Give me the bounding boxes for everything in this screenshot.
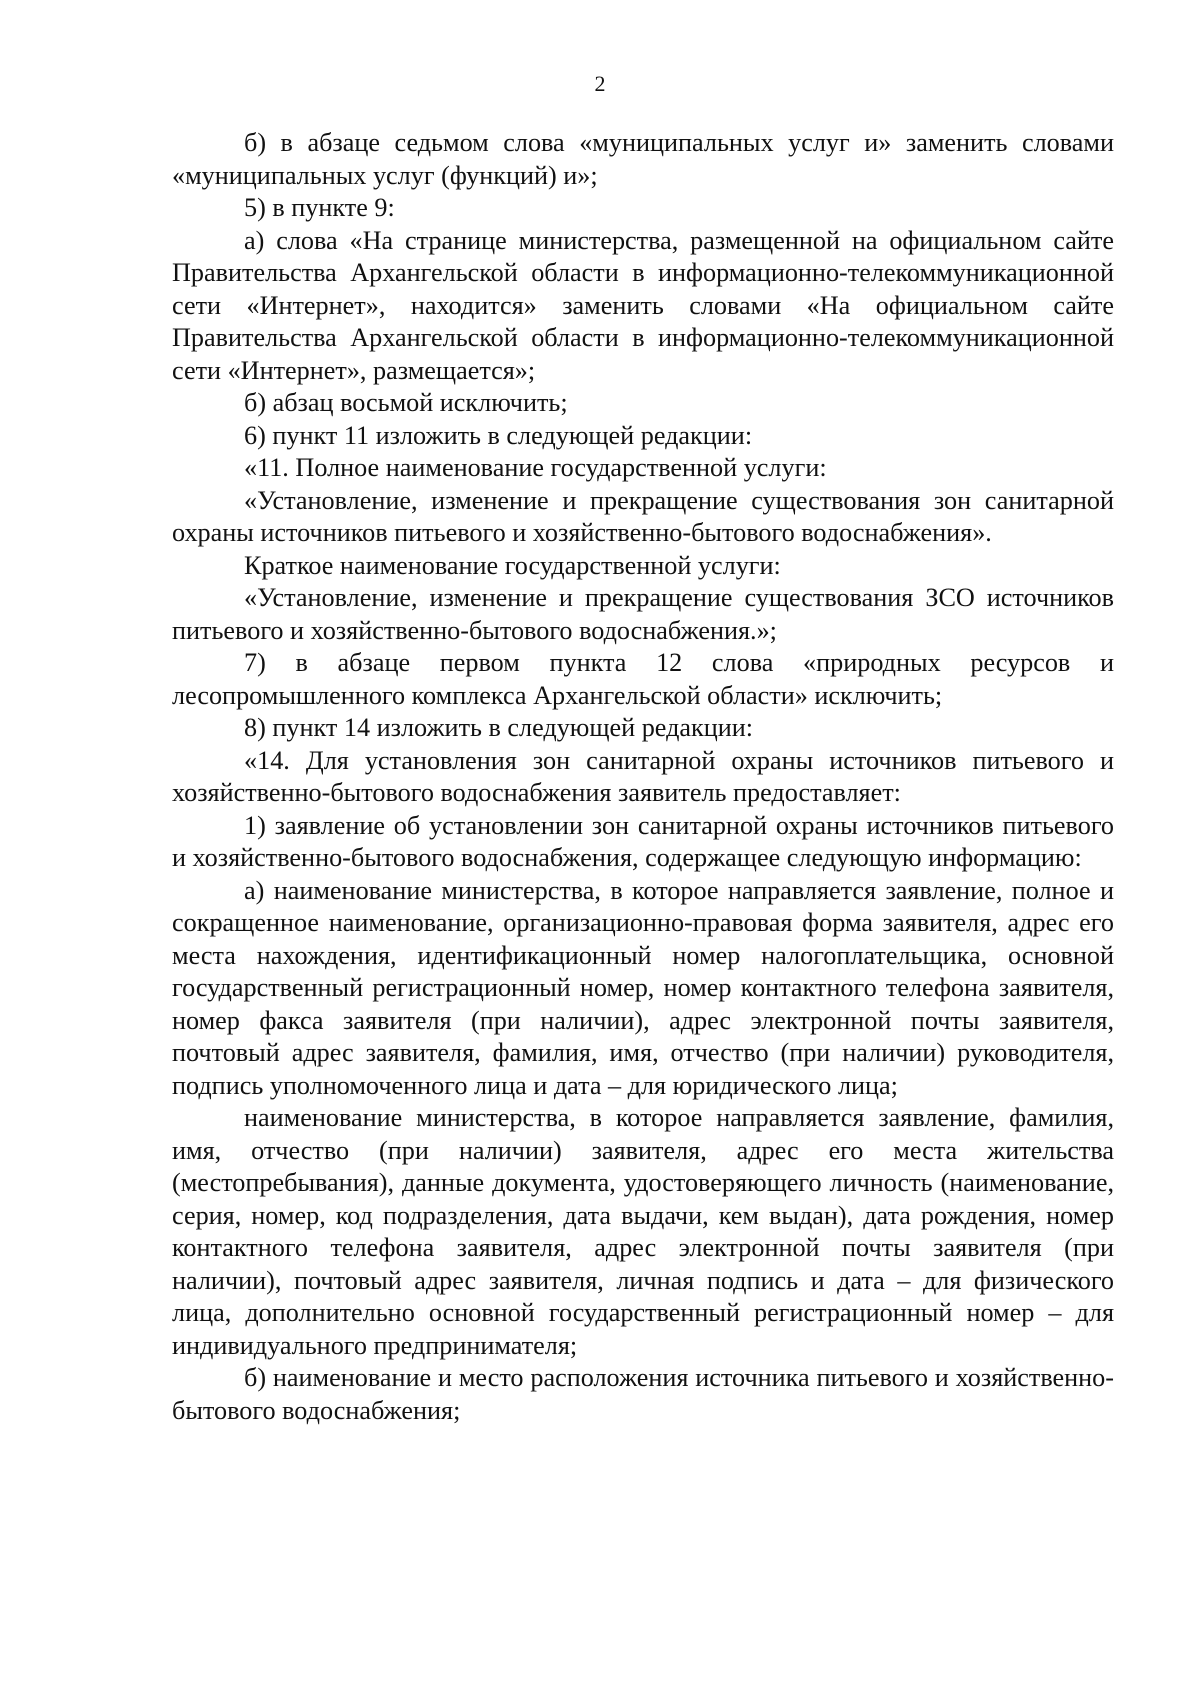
paragraph: 8) пункт 14 изложить в следующей редакции: xyxy=(244,713,754,742)
paragraph: 7) в абзаце первом пункта 12 слова «природных ресурсов и лесопромышленного комплекса Архангельской области» исключить; xyxy=(172,648,1114,710)
paragraph: 5) в пункте 9: xyxy=(244,193,395,222)
paragraph: б) наименование и место расположения источника питьевого и хозяйственно-бытового водоснабжения; xyxy=(172,1363,1114,1425)
paragraph: «14. Для установления зон санитарной охраны источников питьевого и хозяйственно-бытового водоснабжения заявитель предоставляет: xyxy=(172,745,1114,807)
paragraph: «11. Полное наименование государственной услуги: xyxy=(244,453,827,482)
paragraph: а) слова «На странице министерства, размещенной на официальном сайте Правительства Архангельской области в информационно-телекоммуникационной сети «Интернет», находится» заменить словами «На официальном сайте Правительства Архангельской области в информационно-телекоммуникационной сети «Интернет», размещается»; xyxy=(172,225,1114,385)
paragraph: а) наименование министерства, в которое направляется заявление, полное и сокращенное наименование, организационно-правовая форма заявителя, адрес его места нахождения, идентификационный номер налогоплательщика, основной государственный регистрационный номер, номер контактного телефона заявителя, номер факса заявителя (при наличии), адрес электронной почты заявителя, почтовый адрес заявителя, фамилия, имя, отчество (при наличии) руководителя, подпись уполномоченного лица и дата – для юридического лица; xyxy=(172,875,1114,1100)
paragraph: наименование министерства, в которое направляется заявление, фамилия, имя, отчество (при наличии) заявителя, адрес его места жительства (местопребывания), данные документа, удостоверяющего личность (наименование, серия, номер, код подразделения, дата выдачи, кем выдан), дата рождения, номер контактного телефона заявителя, адрес электронной почты заявителя (при наличии), почтовый адрес заявителя, личная подпись и дата – для физического лица, дополнительно основной государственный регистрационный номер – для индивидуального предпринимателя; xyxy=(172,1103,1114,1360)
paragraph: б) в абзаце седьмом слова «муниципальных услуг и» заменить словами «муниципальных услуг (функций) и»; xyxy=(172,128,1114,190)
paragraph: Краткое наименование государственной услуги: xyxy=(244,550,781,580)
paragraph: 1) заявление об установлении зон санитарной охраны источников питьевого и хозяйственно-бытового водоснабжения, содержащее следующую информацию: xyxy=(172,810,1114,872)
page-number: 2 xyxy=(594,71,606,96)
document-body xyxy=(172,127,1114,1427)
paragraph: «Установление, изменение и прекращение существования ЗСО источников питьевого и хозяйственно-бытового водоснабжения.»; xyxy=(172,583,1114,645)
paragraph: «Установление, изменение и прекращение существования зон санитарной охраны источников питьевого и хозяйственно-бытового водоснабжения». xyxy=(172,485,1114,547)
paragraph: б) абзац восьмой исключить; xyxy=(244,388,568,417)
paragraph: 6) пункт 11 изложить в следующей редакции: xyxy=(244,420,753,450)
